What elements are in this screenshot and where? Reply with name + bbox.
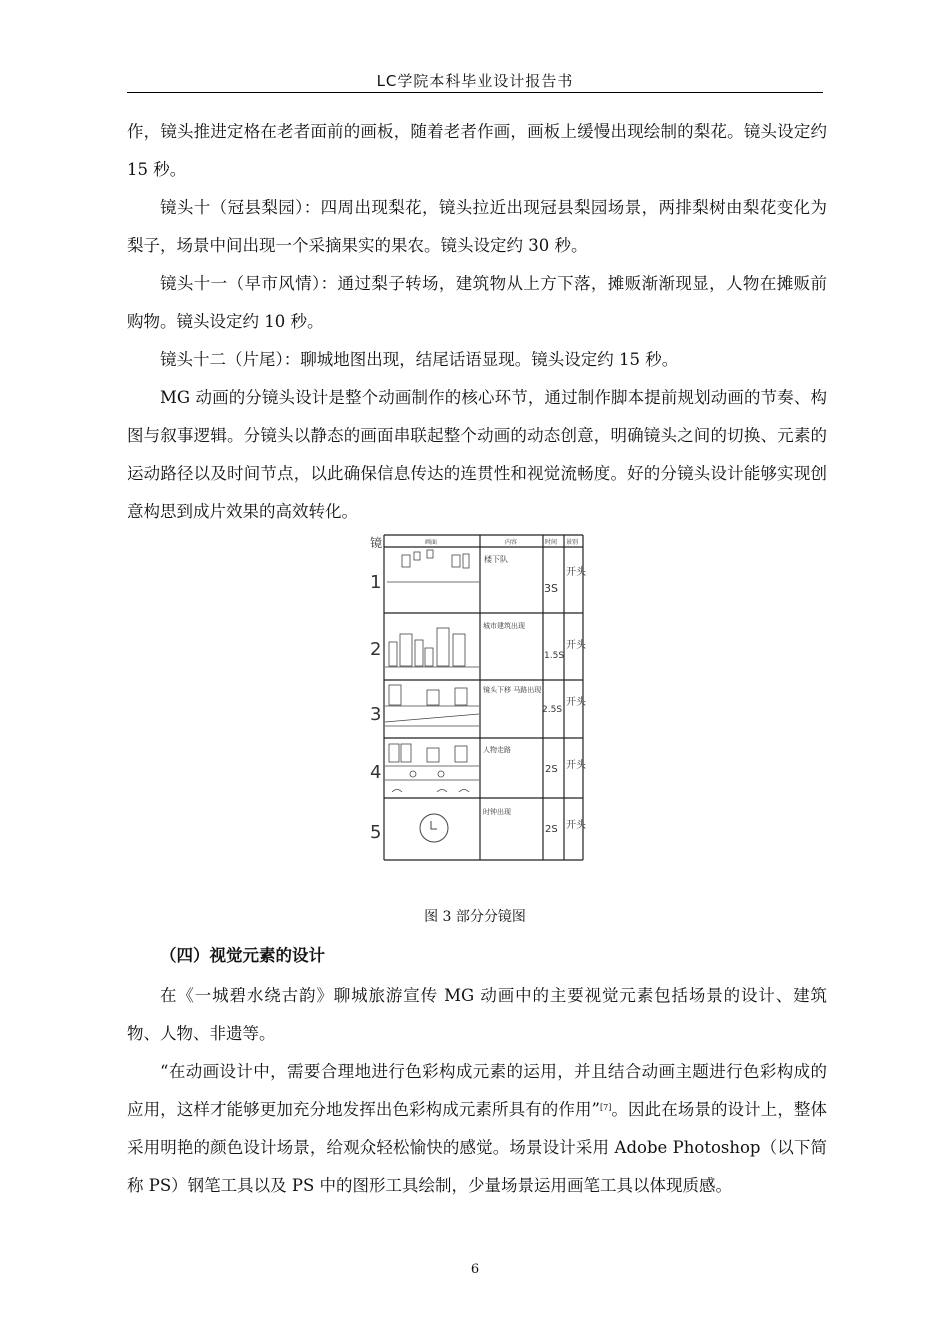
sketch-row-number: 2 — [370, 639, 382, 660]
body-section-top — [127, 113, 827, 531]
paragraph: 镜头十一（早市风情）：通过梨子转场，建筑物从上方下落，摊贩渐渐现显，人物在摊贩前购物。镜头设定约 10 秒。 — [127, 274, 827, 331]
sketch-row-time: 2.5S — [542, 705, 563, 715]
sketch-header-time: 时间 — [545, 539, 558, 546]
figure-caption: 图 3 部分分镜图 — [424, 909, 526, 925]
sketch-row-content: 镜头下移 马路出现 — [483, 686, 542, 694]
paragraph: 镜头十二（片尾）：聊城地图出现，结尾话语显现。镜头设定约 15 秒。 — [160, 350, 679, 369]
sketch-row-shot: 开头 — [566, 640, 586, 651]
sketch-row-number: 3 — [370, 704, 382, 725]
sketch-row-content: 城市建筑出现 — [483, 622, 525, 630]
page-number: 6 — [470, 1262, 480, 1277]
paragraph: MG 动画的分镜头设计是整个动画制作的核心环节，通过制作脚本提前规划动画的节奏、构图与叙事逻辑。分镜头以静态的画面串联起整个动画的动态创意，明确镜头之间的切换、元素的运动路径以及时间节点，以此确保信息传达的连贯性和视觉流畅度。好的分镜头设计能够实现创意构思到成片效果的高效转化。 — [127, 388, 827, 521]
sketch-header-frame: 画面 — [425, 539, 438, 546]
sketch-row-shot: 开头 — [566, 820, 586, 831]
paragraph-continuation: 。因此在场景的设计上，整体采用明艳的颜色设计场景，给观众轻松愉快的感觉。场景设计采用 Adobe Photoshop（以下简称 PS）钢笔工具以及 PS 中的图形工具绘制，少量场景运用画笔工具以体现质感。 — [127, 1100, 828, 1195]
section-heading: （四）视觉元素的设计 — [160, 946, 325, 965]
paragraph: 作，镜头推进定格在老者面前的画板，随着老者作画，画板上缓慢出现绘制的梨花。镜头设定约 15 秒。 — [127, 122, 827, 179]
sketch-header-content: 内容 — [505, 539, 518, 546]
sketch-row-number: 4 — [370, 762, 382, 783]
paragraph: 镜头十（冠县梨园）：四周出现梨花，镜头拉近出现冠县梨园场景，两排梨树由梨花变化为梨子，场景中间出现一个采摘果实的果农。镜头设定约 30 秒。 — [127, 198, 827, 255]
sketch-row-shot: 开头 — [566, 567, 586, 578]
paragraph: 在《一城碧水绕古韵》聊城旅游宣传 MG 动画中的主要视觉元素包括场景的设计、建筑物、人物、非遗等。 — [127, 986, 827, 1043]
paragraph-with-citation — [127, 1053, 827, 1205]
page-header: LC学院本科毕业设计报告书 — [376, 72, 574, 90]
sketch-row-shot: 开头 — [566, 697, 586, 708]
sketch-row-shot: 开头 — [566, 760, 586, 771]
storyboard-sketch-figure — [367, 530, 587, 870]
sketch-header-shot: 镜 — [370, 536, 383, 550]
sketch-header-shot-size: 景别 — [566, 539, 579, 546]
sketch-row-content: 楼下队 — [484, 555, 508, 564]
quote-text: “在动画设计中，需要合理地进行色彩构成元素的运用，并且结合动画主题进行色彩构成的应用，这样才能够更加充分地发挥出色彩构成元素所具有的作用” — [127, 1062, 827, 1119]
sketch-row-content: 时钟出现 — [483, 808, 511, 816]
sketch-row-time: 2S — [545, 764, 558, 775]
sketch-row-number: 1 — [370, 572, 382, 593]
sketch-row-content: 人物走路 — [483, 746, 511, 754]
header-divider — [127, 92, 823, 93]
sketch-row-time: 3S — [544, 582, 558, 595]
citation-marker: [7] — [599, 1103, 612, 1112]
sketch-row-time: 1.5S — [544, 651, 565, 661]
sketch-row-number: 5 — [370, 822, 382, 843]
sketch-row-time: 2S — [545, 824, 558, 835]
body-section-bottom — [127, 977, 827, 1205]
